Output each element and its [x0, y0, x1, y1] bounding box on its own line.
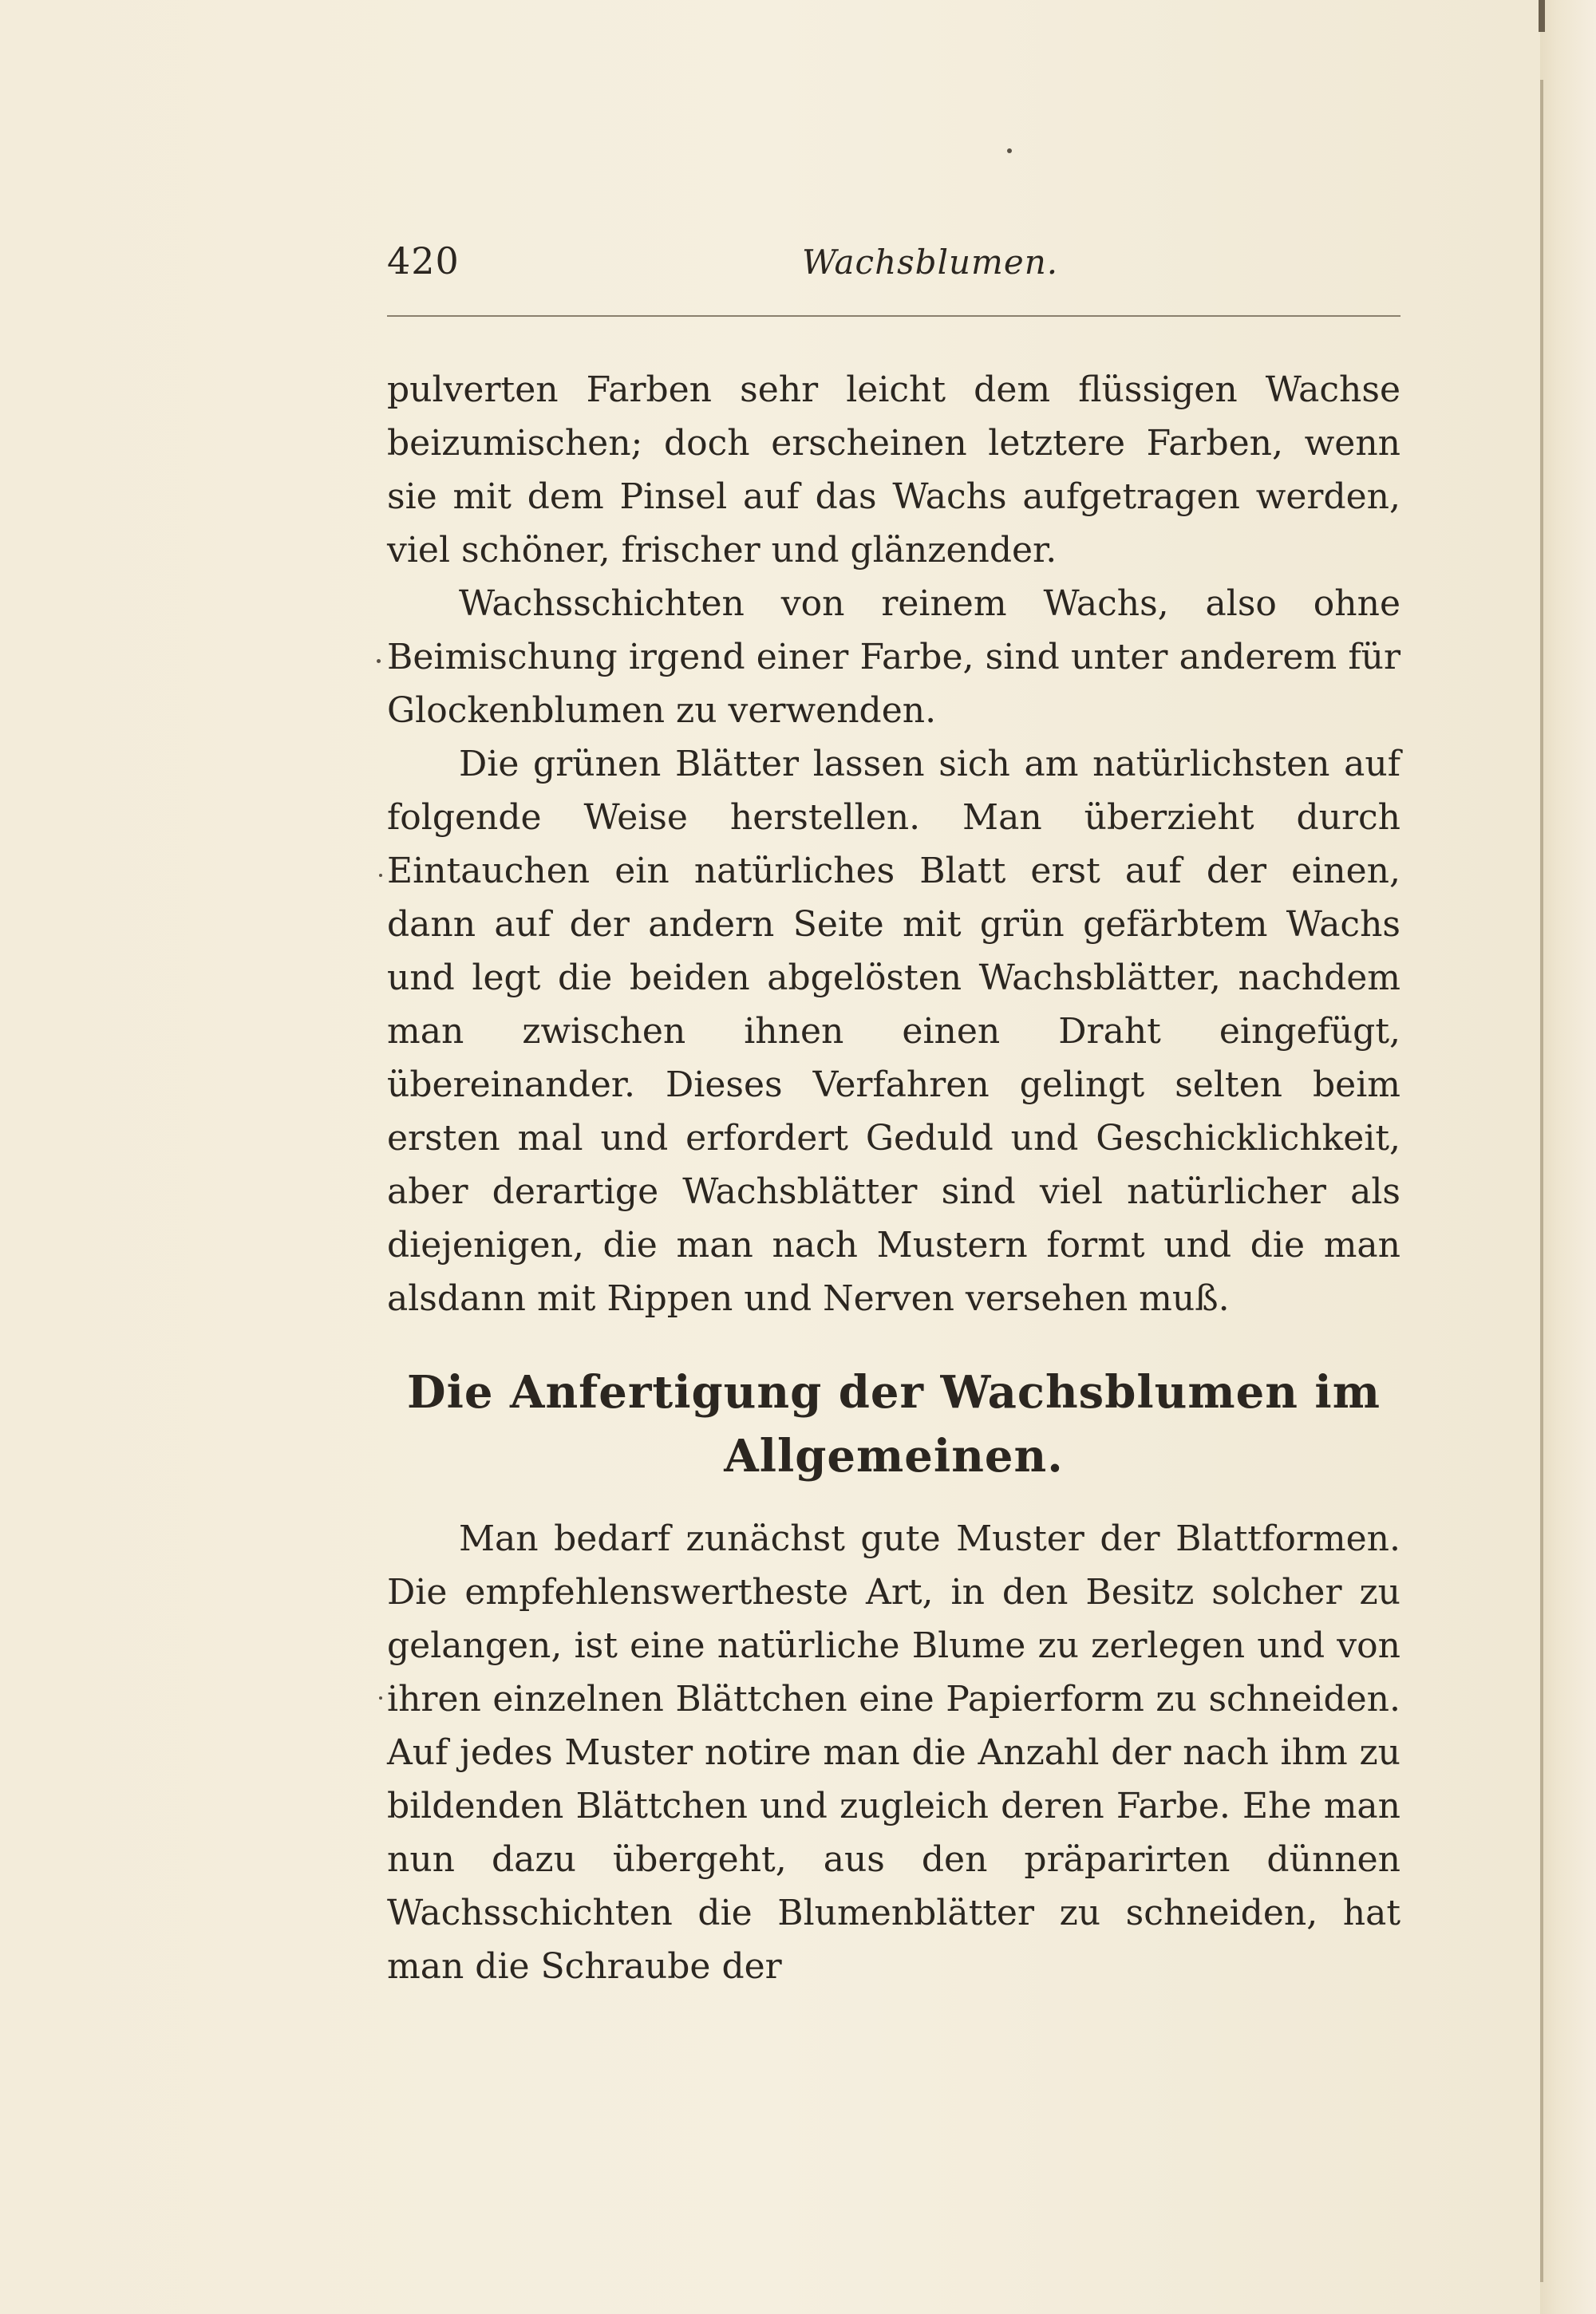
running-head: Wachsblumen. [802, 243, 1059, 282]
page-edge-mark [1539, 0, 1545, 32]
page-edge-line [1540, 80, 1543, 2282]
paragraph: Die grünen Blätter lassen sich am natürlichsten auf folgende Weise herstellen. Man überzieht durch Eintauchen ein natürliches Blatt erst auf der einen, dann auf der andern Seite mit grün gefärbtem Wachs und legt die beiden abgelösten Wachsblätter, nachdem man zwischen ihnen einen Draht eingefügt, übereinander. Dieses Verfahren gelingt selten beim ersten mal und erfordert Geduld und Geschicklichkeit, aber derartige Wachsblätter sind viel natürlicher als diejenigen, die man nach Mustern formt und die man alsdann mit Rippen und Nerven versehen muß. [387, 744, 1400, 1319]
paragraph: pulverten Farben sehr leicht dem flüssigen Wachse beizumischen; doch erscheinen letztere Farben, wenn sie mit dem Pinsel auf das Wachs aufgetragen werden, viel schöner, frischer und glänzender. [387, 369, 1400, 571]
page-header [387, 239, 1400, 295]
ink-speck [1007, 148, 1012, 153]
header-rule [387, 315, 1400, 317]
paragraph: Wachsschichten von reinem Wachs, also ohne Beimischung irgend einer Farbe, sind unter anderem für Glockenblumen zu verwenden. [387, 583, 1400, 731]
ink-speck [377, 659, 381, 663]
section-2-text [387, 1512, 1400, 1993]
paragraph: Man bedarf zunächst gute Muster der Blattformen. Die empfehlenswertheste Art, in den Besitz solcher zu gelangen, ist eine natürliche Blume zu zerlegen und von ihren einzelnen Blättchen eine Papierform zu schneiden. Auf jedes Muster notire man die Anzahl der nach ihm zu bildenden Blättchen und zugleich deren Farbe. Ehe man nun dazu übergeht, aus den präparirten dünnen Wachsschichten die Blumenblätter zu schneiden, hat man die Schraube der [387, 1518, 1400, 1987]
page-number: 420 [387, 239, 460, 282]
page-edge [1540, 0, 1596, 2314]
section-1-text [387, 363, 1400, 1325]
ink-speck [379, 1696, 382, 1700]
section-heading: Die Anfertigung der Wachsblumen im Allgemeinen. [407, 1366, 1381, 1483]
ink-speck [379, 874, 382, 877]
